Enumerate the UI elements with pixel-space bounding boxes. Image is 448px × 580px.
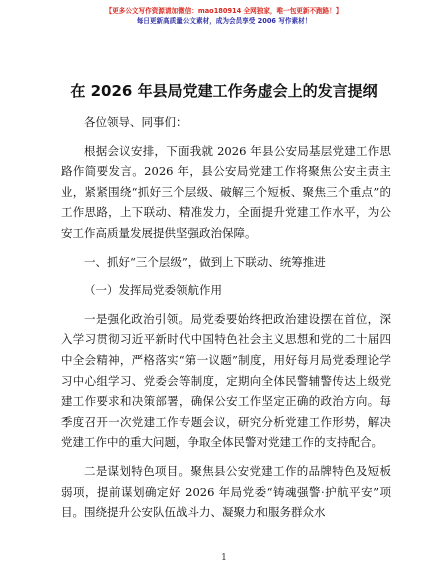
paragraph-political-guidance: 一是强化政治引领。局党委要始终把政治建设摆在首位，深入学习贯彻习近平新时代中国特色社会主义思想和党的二十届四中全会精神，严格落实“第一议题”制度，用好每月局党委理论学习中心组学习、党委会等制度，定期向全体民警辅警传达上级党建工作要求和决策部署，确保公安工作坚定正确的政治方向。每季度召开一次党建工作专题会议，研究分析党建工作形势，解决党建工作中的重大问题，争取全体民警对党建工作的支持配合。 — [61, 311, 391, 450]
document-body — [61, 112, 391, 523]
salutation: 各位领导、同事们： — [84, 115, 188, 129]
subsection-heading-1: （一）发挥局党委领航作用 — [84, 283, 222, 298]
paragraph-intro: 根据会议安排，下面我就 2026 年县公安局基层党建工作思路作简要发言。2026 年，县公安局党建工作将聚焦公安主责主业，紧紧围绕“抓好三个层级、破解三个短板、聚焦三个重点”的工作思路，上下联动、精准发力，全面提升党建工作水平，为公安工作高质量发展提供坚强政治保障。 — [61, 143, 391, 240]
document-title: 在 2026 年县局党建工作务虚会上的发言提纲 — [70, 82, 378, 100]
promo-banner — [0, 6, 448, 26]
paragraph-special-projects: 二是谋划特色项目。聚焦县公安党建工作的品牌特色及短板弱项，提前谋划确定好 2026 年局党委“铸魂强警·护航平安”项目。围绕提升公安队伍战斗力、凝聚力和服务群众水 — [61, 463, 391, 520]
promo-banner-line-2: 每日更新高质量公文素材，成为会员享受 2006 写作素材！ — [136, 17, 312, 25]
promo-banner-line-1: 【更多公文写作资源请加微信：mao180914 全网独家，唯一包更新不跑路！】 — [105, 7, 343, 15]
section-heading-1: 一、抓好“三个层级”，做到上下联动、统筹推进 — [84, 254, 326, 269]
page-number: 1 — [221, 553, 227, 563]
